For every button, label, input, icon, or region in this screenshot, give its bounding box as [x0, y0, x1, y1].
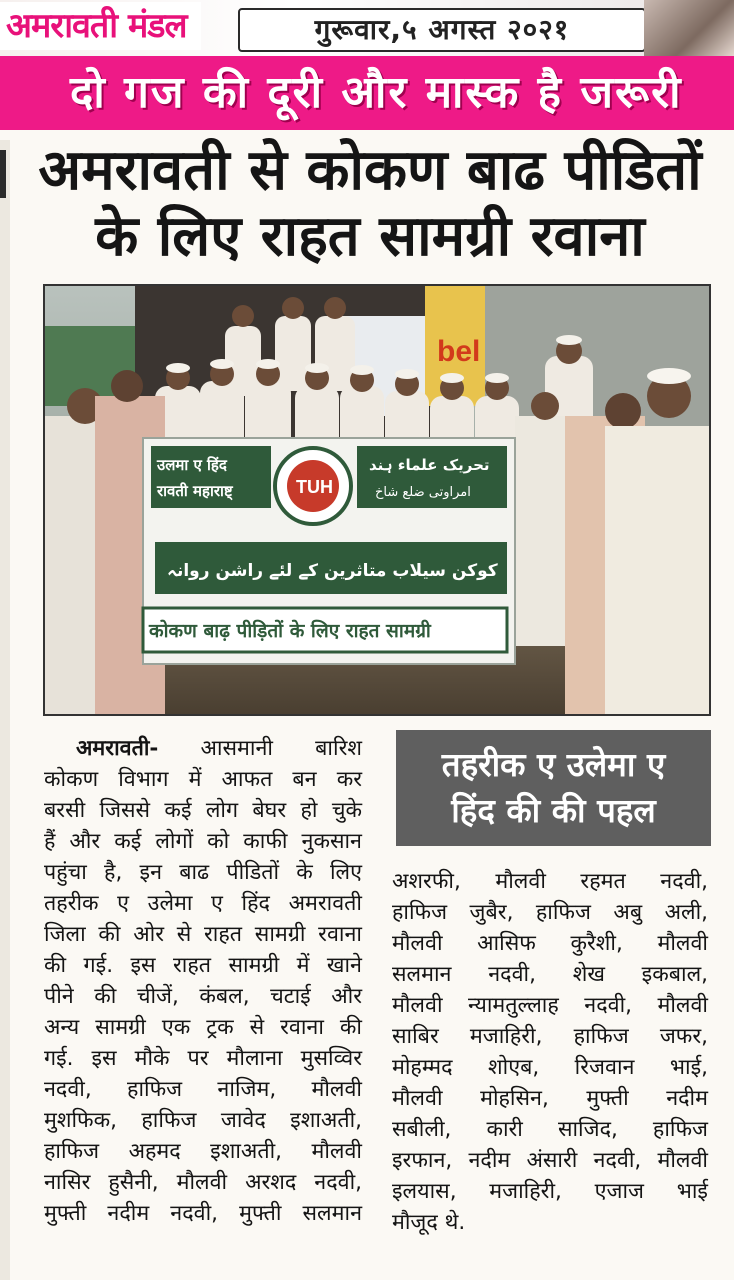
article-first-line	[44, 733, 362, 764]
left-margin	[0, 140, 10, 1280]
article-line: नासिर हुसैनी, मौलवी अरशद नदवी,	[44, 1170, 362, 1195]
article-line: मुशफिक, हाफिज जावेद इशाअती,	[44, 1108, 362, 1133]
left-margin-mark	[0, 150, 6, 198]
sub-headline-line-1: तहरीक ए उलेमा ए	[441, 745, 666, 784]
article-line: हैं और कई लोगों को काफी नुकसान	[44, 829, 362, 854]
article-line: गई. इस मौके पर मौलाना मुसव्विर	[44, 1046, 362, 1071]
article-line: मौलवी आसिफ कुरैशी, मौलवी	[392, 931, 708, 956]
banner-logo-text: TUH	[296, 477, 333, 497]
article-line: सबीली, कारी साजिद, हाफिज	[392, 1117, 708, 1142]
person-right-3-cap	[647, 368, 691, 384]
article-column-right	[392, 866, 708, 1238]
banner-left-text-2: रावती महाराष्ट्	[157, 482, 233, 500]
news-photo	[43, 284, 711, 716]
article-line: इलयास, मजाहिरी, एजाज भाई	[392, 1179, 708, 1204]
banner-urdu-strip: کوکن سیلاب متاثرین کے لئے راشن روانہ	[167, 561, 498, 581]
article-line: मौजूद थे.	[392, 1210, 466, 1235]
article-line: मोहम्मद शोएब, रिजवान भाई,	[392, 1055, 708, 1080]
slogan-text: दो गज की दूरी और मास्क है जरूरी	[70, 67, 683, 118]
article-line: आसमानी बारिश	[200, 736, 362, 761]
article-dateline: अमरावती-	[76, 736, 159, 761]
person-left-2-face	[111, 370, 143, 402]
article-line: नदवी, हाफिज नाजिम, मौलवी	[44, 1077, 362, 1102]
corner-photo	[644, 0, 734, 56]
sub-headline	[396, 730, 711, 846]
article-line: पीने की चीजें, कंबल, चटाई और	[44, 984, 362, 1009]
article-line: मौलवी न्यामतुल्लाह नदवी, मौलवी	[392, 993, 708, 1018]
article-line: पहुंचा है, इन बाढ पीडितों के लिए	[44, 860, 362, 885]
article-line: साबिर मजाहिरी, हाफिज जफर,	[392, 1024, 708, 1049]
banner-urdu-title: تحریک علماء ہند	[369, 456, 490, 474]
article-line: अन्य सामग्री एक ट्रक से रवाना की	[44, 1015, 362, 1040]
article-line: मुफ्ती नदीम नदवी, मुफ्ती सलमान	[44, 1201, 362, 1226]
person-right-2-face	[605, 393, 641, 429]
banner-left-text-1: उलमा ए हिंद	[157, 456, 227, 474]
headline-line-2: के लिए राहत सामग्री रवाना	[95, 204, 645, 269]
slogan-band	[0, 56, 734, 130]
article-line: हाफिज जुबैर, हाफिज अबु अली,	[392, 900, 708, 925]
sub-headline-line-2: हिंद की की पहल	[451, 791, 656, 830]
article-line: तहरीक ए उलेमा ए हिंद अमरावती	[44, 891, 362, 916]
banner-urdu-subtitle: امراوتی ضلع شاخ	[375, 485, 471, 500]
headline-line-1: अमरावती से कोकण बाढ पीडितों	[38, 138, 702, 203]
article-column-left	[44, 733, 362, 1229]
article-line: हाफिज अहमद इशाअती, मौलवी	[44, 1139, 362, 1164]
section-name: अमरावती मंडल	[0, 2, 201, 50]
article-line: मौलवी मोहसिन, मुफ्ती नदीम	[392, 1086, 708, 1111]
article-line: सलमान नदवी, शेख इकबाल,	[392, 962, 708, 987]
banner-hindi-strip: कोकण बाढ़ पीड़ितों के लिए राहत सामग्री	[149, 620, 431, 642]
article-line: की गई. इस राहत सामग्री में खाने	[44, 953, 362, 978]
headline	[20, 138, 720, 270]
article-line: जिला की ओर से राहत सामग्री रवाना	[44, 922, 362, 947]
article-line: अशरफी, मौलवी रहमत नदवी,	[392, 869, 708, 894]
article-line: इरफान, नदीम अंसारी नदवी, मौलवी	[392, 1148, 708, 1173]
article-line: बरसी जिससे कई लोग बेघर हो चुके	[44, 798, 362, 823]
truck-sign-text: bel	[437, 335, 481, 368]
publication-date: गुरूवार,५ अगस्त २०२१	[238, 8, 646, 52]
relief-banner	[143, 438, 515, 664]
article-line: कोकण विभाग में आफत बन कर	[44, 767, 362, 792]
photo-illustration	[45, 286, 709, 714]
person-right-3	[605, 426, 709, 714]
person-right-1-face	[531, 392, 559, 420]
